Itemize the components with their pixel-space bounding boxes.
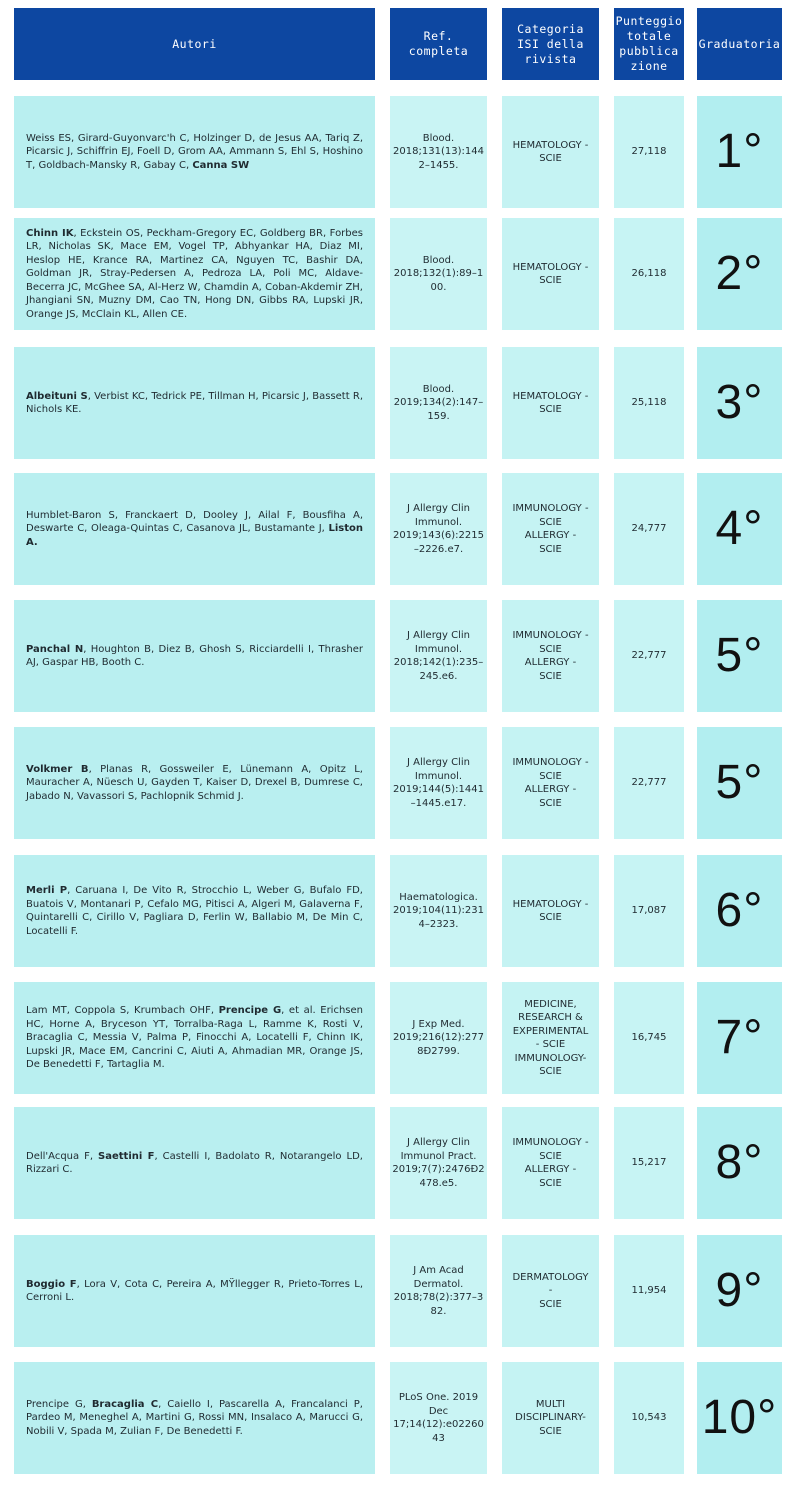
- row-3-authors-cell: [14, 347, 375, 459]
- category-value: HEMATOLOGY - SCIE: [512, 898, 589, 923]
- authors-post: , Lora V, Cota C, Pereira A, MŸllegger R, Prieto-Torres L, Cerroni L.: [26, 1278, 364, 1303]
- row-6-rank-cell: [697, 727, 782, 839]
- score-value: 25,118: [631, 397, 667, 409]
- header-score: [614, 8, 684, 80]
- row-7-authors-cell: [14, 855, 375, 967]
- authors-text: [26, 132, 363, 173]
- row-10-authors-cell: [14, 1235, 375, 1347]
- ref-value: PLoS One. 2019 Dec 17;14(12):e02260 43: [393, 1392, 484, 1444]
- row-11-score-cell: [614, 1362, 684, 1474]
- category-value: IMMUNOLOGY - SCIE ALLERGY - SCIE: [512, 757, 589, 809]
- row-5-ref-cell: [390, 600, 487, 712]
- row-11-ref-cell: [390, 1362, 487, 1474]
- row-6-score-cell: [614, 727, 684, 839]
- authors-highlight: Volkmer B: [26, 763, 89, 775]
- ref-value: J Am Acad Dermatol. 2018;78(2):377–3 82.: [393, 1265, 484, 1317]
- score-value: 22,777: [631, 650, 667, 662]
- ref-value: Haematologica. 2019;104(11):231 4–2323.: [393, 891, 484, 930]
- authors-highlight: Merli P: [26, 885, 68, 896]
- row-11-rank-cell: [697, 1362, 782, 1474]
- score-value: 24,777: [631, 523, 667, 535]
- authors-highlight: Saettini F: [98, 1150, 155, 1162]
- ref-value: Blood. 2018;131(13):144 2–1455.: [393, 132, 484, 171]
- header-rank: [697, 8, 782, 80]
- row-10-score-cell: [614, 1235, 684, 1347]
- rank-value: 10°: [701, 1391, 778, 1445]
- row-10-category-cell: [502, 1235, 599, 1347]
- row-1-score-cell: [614, 96, 684, 208]
- row-7-ref-cell: [390, 855, 487, 967]
- category-value: HEMATOLOGY - SCIE: [512, 390, 589, 415]
- rank-value: 3°: [715, 376, 764, 430]
- authors-text: [26, 509, 363, 550]
- row-9-ref-cell: [390, 1107, 487, 1219]
- rank-value: 7°: [715, 1011, 764, 1065]
- score-value: 15,217: [631, 1157, 667, 1169]
- row-10-ref-cell: [390, 1235, 487, 1347]
- row-2-ref-cell: [390, 218, 487, 330]
- rank-value: 5°: [715, 629, 764, 683]
- row-1-category-cell: [502, 96, 599, 208]
- rank-value: 4°: [715, 502, 764, 556]
- row-9-category-cell: [502, 1107, 599, 1219]
- authors-highlight: Bracaglia C: [91, 1398, 159, 1410]
- authors-highlight: Panchal N: [26, 643, 84, 655]
- authors-pre: Lam MT, Coppola S, Krumbach OHF,: [26, 1005, 219, 1017]
- row-7-rank-cell: [697, 855, 782, 967]
- category-value: MULTI DISCIPLINARY- SCIE: [515, 1398, 586, 1437]
- ref-value: J Allergy Clin Immunol. 2019;144(5):1441 –1445.e17.: [393, 757, 484, 809]
- authors-post: , et al. Erichsen HC, Horne A, Bryceson YT, Torralba-Raga L, Ramme K, Rosti V, Bracaglia C, Messia V, Palma P, Finocchi A, Locatelli F, Chinn IK, Lupski JR, Mace EM, Cancrini C, Aiuti A, Ahmadian MR, Orange JS, De Benedetti F, Tartaglia M.: [26, 1005, 363, 1071]
- authors-text: [26, 763, 363, 804]
- authors-pre: Humblet-Baron S, Franckaert D, Dooley J, Ailal F, Bousfiha A, Deswarte C, Oleaga-Quintas C, Casanova JL, Bustamante J,: [26, 509, 363, 535]
- ref-value: J Allergy Clin Immunol Pract. 2019;7(7):2476Ð2 478.e5.: [392, 1137, 485, 1189]
- authors-pre: Dell'Acqua F,: [26, 1150, 99, 1162]
- row-5-authors-cell: [14, 600, 375, 712]
- row-5-category-cell: [502, 600, 599, 712]
- row-8-category-cell: [502, 982, 599, 1094]
- header-category: [502, 8, 599, 80]
- row-11-authors-cell: [14, 1362, 375, 1474]
- row-1-rank-cell: [697, 96, 782, 208]
- score-value: 11,954: [631, 1285, 667, 1297]
- header-ref: [390, 8, 487, 80]
- ref-value: J Allergy Clin Immunol. 2018;142(1):235– 245.e6.: [393, 630, 484, 682]
- rank-value: 5°: [715, 756, 764, 810]
- row-4-category-cell: [502, 473, 599, 585]
- category-value: HEMATOLOGY - SCIE: [512, 261, 589, 286]
- ref-value: Blood. 2019;134(2):147– 159.: [393, 383, 484, 422]
- row-3-category-cell: [502, 347, 599, 459]
- category-value: IMMUNOLOGY - SCIE ALLERGY - SCIE: [512, 1137, 589, 1189]
- row-8-score-cell: [614, 982, 684, 1094]
- header-rank-label: Graduatoria: [698, 36, 781, 51]
- category-value: IMMUNOLOGY - SCIE ALLERGY - SCIE: [512, 630, 589, 682]
- authors-text: [26, 227, 363, 322]
- row-4-ref-cell: [390, 473, 487, 585]
- authors-text: [26, 390, 363, 417]
- row-2-score-cell: [614, 218, 684, 330]
- score-value: 17,087: [631, 905, 667, 917]
- authors-post: , Planas R, Gossweiler E, Lünemann A, Opitz L, Mauracher A, Nüesch U, Gayden T, Kaiser D, Drexel B, Dumrese C, Jabado N, Vavassori S, Pachlopnik Schmid J.: [26, 763, 363, 802]
- row-7-score-cell: [614, 855, 684, 967]
- row-5-score-cell: [614, 600, 684, 712]
- authors-text: [26, 1150, 363, 1177]
- authors-highlight: Albeituni S: [26, 390, 88, 402]
- authors-text: [26, 1004, 363, 1072]
- authors-text: [26, 884, 363, 938]
- authors-highlight: Prencipe G: [218, 1005, 282, 1017]
- row-9-authors-cell: [14, 1107, 375, 1219]
- row-4-authors-cell: [14, 473, 375, 585]
- row-4-score-cell: [614, 473, 684, 585]
- row-8-authors-cell: [14, 982, 375, 1094]
- row-1-authors-cell: [14, 96, 375, 208]
- row-6-authors-cell: [14, 727, 375, 839]
- row-9-rank-cell: [697, 1107, 782, 1219]
- row-11-category-cell: [502, 1362, 599, 1474]
- header-category-label: Categoria ISI della rivista: [517, 21, 584, 66]
- row-3-rank-cell: [697, 347, 782, 459]
- authors-text: [26, 1278, 363, 1305]
- header-authors-label: Autori: [172, 36, 217, 51]
- row-3-ref-cell: [390, 347, 487, 459]
- rank-value: 6°: [715, 884, 764, 938]
- score-value: 27,118: [631, 146, 667, 158]
- rank-value: 2°: [715, 247, 764, 301]
- header-score-label: Punteggio totale pubblica zione: [615, 14, 683, 73]
- row-1-ref-cell: [390, 96, 487, 208]
- row-2-rank-cell: [697, 218, 782, 330]
- authors-post: , Castelli I, Badolato R, Notarangelo LD, Rizzari C.: [26, 1150, 363, 1175]
- authors-post: , Houghton B, Diez B, Ghosh S, Ricciardelli I, Thrasher AJ, Gaspar HB, Booth C.: [26, 643, 363, 668]
- rank-value: 9°: [715, 1264, 764, 1318]
- row-4-rank-cell: [697, 473, 782, 585]
- row-6-category-cell: [502, 727, 599, 839]
- rank-value: 8°: [715, 1136, 764, 1190]
- ref-value: J Exp Med. 2019;216(12):277 8Ð2799.: [393, 1018, 484, 1057]
- row-6-ref-cell: [390, 727, 487, 839]
- category-value: DERMATOLOGY - SCIE: [512, 1271, 589, 1310]
- authors-highlight: Chinn IK: [26, 227, 74, 239]
- row-2-category-cell: [502, 218, 599, 330]
- authors-post: , Eckstein OS, Peckham-Gregory EC, Goldberg BR, Forbes LR, Nicholas SK, Mace EM, Vogel TP, Abhyankar HA, Diaz MI, Heslop HE, Krance RA, Martinez CA, Nguyen TC, Bashir DA, Goldman JR, Stray-Pedersen A, Pedroza LA, Poli MC, Aldave-Becerra JC, McGhee SA, Al-Herz W, Chamdin A, Coban-Akdemir ZH, Jhangiani SN, Muzny DM, Cao TN, Hong DN, Gibbs RA, Lupski JR, Orange JS, McClain KL, Allen CE.: [26, 227, 364, 320]
- authors-highlight: Canna SW: [192, 159, 250, 171]
- row-3-score-cell: [614, 347, 684, 459]
- category-value: HEMATOLOGY - SCIE: [512, 139, 589, 164]
- row-2-authors-cell: [14, 218, 375, 330]
- score-value: 26,118: [631, 268, 667, 280]
- authors-highlight: Liston A.: [26, 523, 363, 548]
- header-ref-label: Ref. completa: [408, 29, 469, 58]
- row-7-category-cell: [502, 855, 599, 967]
- rank-value: 1°: [715, 125, 764, 179]
- row-10-rank-cell: [697, 1235, 782, 1347]
- authors-post: , Caiello I, Pascarella A, Francalanci P, Pardeo M, Meneghel A, Martini G, Rossi MN, Insalaco A, Marucci G, Nobili V, Spada M, Zulian F, De Benedetti F.: [26, 1398, 363, 1437]
- ref-value: J Allergy Clin Immunol. 2019;143(6):2215 –2226.e7.: [393, 503, 484, 555]
- authors-post: , Verbist KC, Tedrick PE, Tillman H, Picarsic J, Bassett R, Nichols KE.: [26, 390, 363, 415]
- ref-value: Blood. 2018;132(1):89–1 00.: [393, 254, 484, 293]
- authors-pre: Prencipe G,: [26, 1398, 92, 1410]
- row-5-rank-cell: [697, 600, 782, 712]
- row-8-ref-cell: [390, 982, 487, 1094]
- score-value: 10,543: [631, 1412, 667, 1424]
- authors-pre: Weiss ES, Girard-Guyonvarc'h C, Holzinger D, de Jesus AA, Tariq Z, Picarsic J, Schiffrin EJ, Foell D, Grom AA, Ammann S, Ehl S, Hoshino T, Goldbach-Mansky R, Gabay C,: [26, 132, 363, 171]
- authors-highlight: Boggio F: [26, 1278, 77, 1290]
- authors-text: [26, 1398, 363, 1439]
- score-value: 22,777: [631, 777, 667, 789]
- authors-text: [26, 643, 363, 670]
- category-value: MEDICINE, RESEARCH & EXPERIMENTAL - SCIE IMMUNOLOGY- SCIE: [512, 998, 589, 1077]
- score-value: 16,745: [631, 1032, 667, 1044]
- header-authors: [14, 8, 375, 80]
- row-9-score-cell: [614, 1107, 684, 1219]
- category-value: IMMUNOLOGY - SCIE ALLERGY - SCIE: [512, 503, 589, 555]
- row-8-rank-cell: [697, 982, 782, 1094]
- authors-post: , Caruana I, De Vito R, Strocchio L, Weber G, Bufalo FD, Buatois V, Montanari P, Cefalo MG, Pitisci A, Algeri M, Galaverna F, Quintarelli C, Cirillo V, Pagliara D, Ferlin W, Ballabio M, De Min C, Locatelli F.: [26, 885, 363, 937]
